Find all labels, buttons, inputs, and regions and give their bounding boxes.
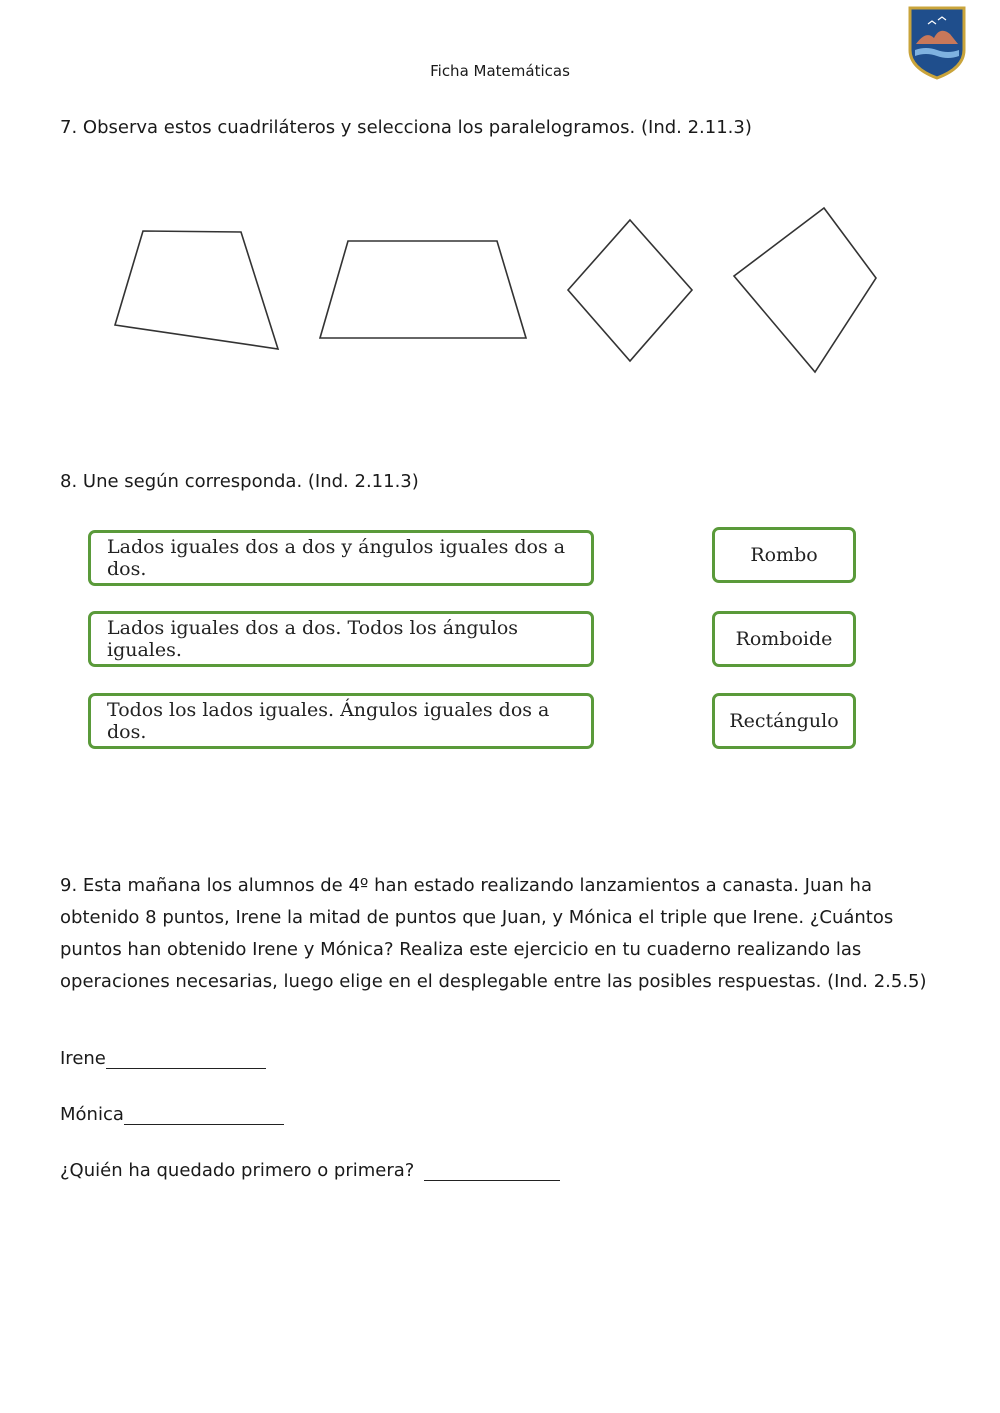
irene-answer-row (60, 1048, 266, 1069)
first-place-answer-row (60, 1160, 560, 1181)
match-right-item-rombo[interactable]: Rombo (712, 527, 856, 583)
school-crest-logo (906, 4, 968, 80)
first-place-answer-blank[interactable] (424, 1160, 560, 1181)
first-place-label: ¿Quién ha quedado primero o primera? (60, 1160, 415, 1181)
quadrilateral-2-trapezoid[interactable] (320, 241, 526, 338)
irene-answer-blank[interactable] (106, 1048, 266, 1069)
question-7-text: 7. Observa estos cuadriláteros y selecciona los paralelogramos. (Ind. 2.11.3) (60, 117, 752, 138)
match-right-item-romboide[interactable]: Romboide (712, 611, 856, 667)
monica-answer-blank[interactable] (124, 1104, 284, 1125)
quadrilaterals-figure (110, 196, 880, 382)
irene-label: Irene (60, 1048, 106, 1069)
quadrilateral-4-kite[interactable] (734, 208, 876, 372)
question-8-text: 8. Une según corresponda. (Ind. 2.11.3) (60, 471, 419, 492)
quadrilateral-1-irregular[interactable] (115, 231, 278, 349)
quadrilateral-3-square[interactable] (568, 220, 692, 361)
match-left-item-3[interactable]: Todos los lados iguales. Ángulos iguales dos a dos. (88, 693, 594, 749)
page-title: Ficha Matemáticas (430, 62, 570, 80)
match-left-item-1[interactable]: Lados iguales dos a dos y ángulos iguales dos a dos. (88, 530, 594, 586)
monica-label: Mónica (60, 1104, 124, 1125)
match-left-item-2[interactable]: Lados iguales dos a dos. Todos los ángulos iguales. (88, 611, 594, 667)
question-9-text: 9. Esta mañana los alumnos de 4º han estado realizando lanzamientos a canasta. Juan ha obtenido 8 puntos, Irene la mitad de puntos que Juan, y Mónica el triple que Irene. ¿Cuántos puntos han obtenido Irene y Mónica? Realiza este ejercicio en tu cuaderno realizando las operaciones necesarias, luego elige en el desplegable entre las posibles respuestas. (Ind. 2.5.5) (60, 875, 927, 992)
monica-answer-row (60, 1104, 284, 1125)
match-right-item-rectangulo[interactable]: Rectángulo (712, 693, 856, 749)
